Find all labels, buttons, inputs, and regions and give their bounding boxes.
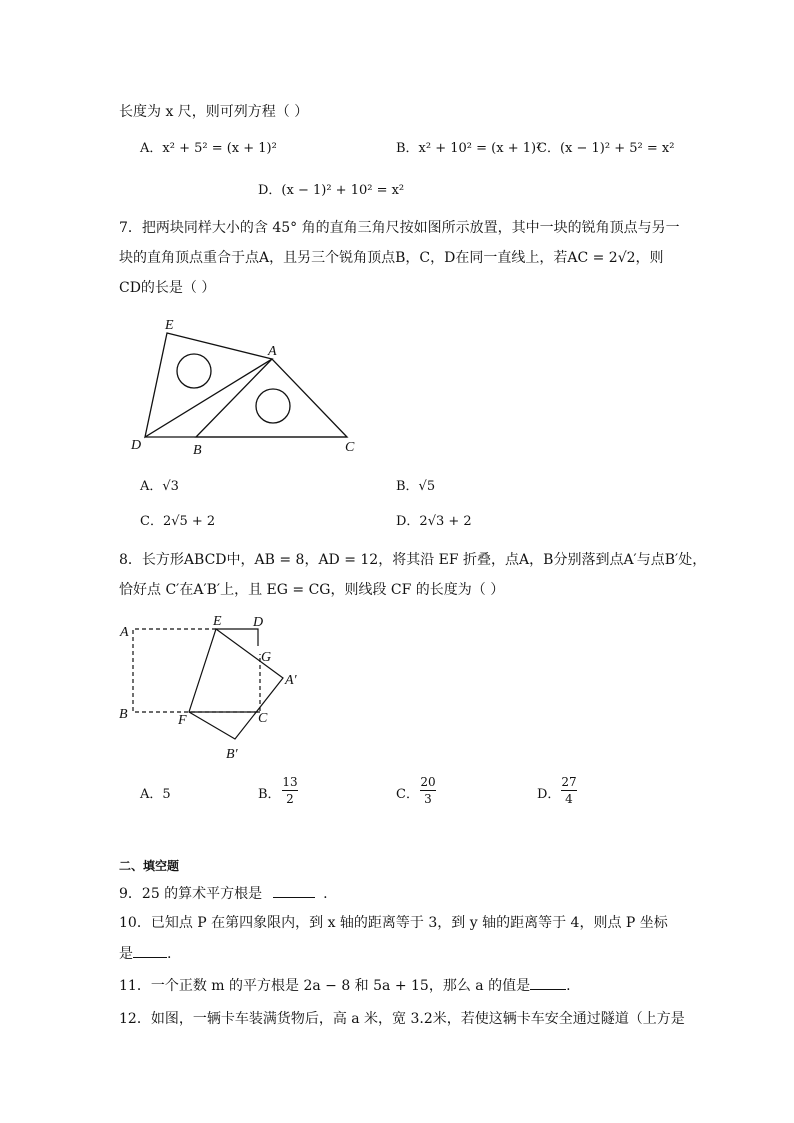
q10-text: 是 — [119, 946, 133, 962]
q7-stem-line3: CD的长是（ ） — [119, 280, 216, 296]
q8-option-d-denominator: 4 — [565, 792, 573, 806]
q8-option-d-prefix[interactable]: D． — [537, 787, 561, 802]
q8-stem-line1: 8．长方形ABCD中，AB = 8，AD = 12，将其沿 EF 折叠，点A，B分别落到点A′与点B′处， — [119, 552, 707, 568]
q7-option-d[interactable]: D．2√3 + 2 — [396, 514, 472, 529]
q10-stem-line2 — [119, 943, 171, 964]
q8-stem-line2: 恰好点 C′在A′B′上，且 EG = CG，则线段 CF 的长度为（ ） — [119, 582, 505, 598]
q8-folded-shape — [189, 629, 283, 739]
q6-stem-tail: 长度为 x 尺，则可列方程（ ） — [119, 104, 309, 120]
q10-answer-blank[interactable] — [133, 943, 167, 958]
q8-option-c-numerator: 20 — [420, 775, 436, 789]
q7-option-b[interactable]: B．√5 — [396, 479, 436, 494]
q8-dashed-rectangle — [133, 629, 260, 712]
q11-text: 11．一个正数 m 的平方根是 2a − 8 和 5a + 15，那么 a 的值是 — [119, 978, 531, 994]
q6-option-a[interactable]: A．x² + 5² = (x + 1)² — [140, 141, 277, 156]
q7-option-c[interactable]: C．2√5 + 2 — [140, 514, 216, 529]
q8-option-d-fraction[interactable] — [561, 775, 577, 806]
q6-option-b[interactable]: B．x² + 10² = (x + 1)² — [396, 141, 542, 156]
q8-option-b-prefix[interactable]: B． — [258, 787, 281, 802]
q8-option-c-fraction[interactable] — [420, 775, 436, 806]
q7-label-b: B — [193, 443, 202, 458]
q9-period: . — [323, 886, 328, 902]
q7-label-c: C — [345, 440, 355, 455]
q8-option-c-prefix[interactable]: C． — [396, 787, 419, 802]
q8-label-a: A — [120, 625, 129, 640]
q7-option-a[interactable]: A．√3 — [140, 479, 179, 494]
q11-answer-blank[interactable] — [530, 975, 566, 990]
q8-option-c-denominator: 3 — [424, 792, 432, 806]
q8-label-g: G — [261, 650, 272, 665]
q12-stem: 12．如图，一辆卡车装满货物后，高 a 米，宽 3.2米，若使这辆卡车安全通过隧道（上方是 — [119, 1011, 685, 1027]
q9-text: 9．25 的算术平方根是 — [119, 886, 263, 902]
q7-label-a: A — [268, 344, 277, 359]
q11-period: . — [566, 978, 571, 994]
q8-label-b: B — [119, 707, 128, 722]
q6-option-d[interactable]: D．(x − 1)² + 10² = x² — [258, 183, 405, 198]
q10-stem-line1: 10．已知点 P 在第四象限内，到 x 轴的距离等于 3，到 y 轴的距离等于 4，则点 P 坐标 — [119, 915, 668, 931]
q11-stem — [119, 975, 571, 996]
q8-option-b-numerator: 13 — [282, 775, 298, 789]
q8-option-b-denominator: 2 — [286, 792, 294, 806]
q8-label-b-prime: B′ — [226, 747, 238, 762]
q7-stem-line2: 块的直角顶点重合于点A，且另三个锐角顶点B，C，D在同一直线上，若AC = 2√2，则 — [119, 250, 664, 266]
q8-option-b-fraction[interactable] — [282, 775, 298, 806]
q10-period: . — [167, 946, 172, 962]
q9-stem — [119, 883, 328, 904]
q8-label-f: F — [178, 713, 187, 728]
q8-line-ed-dg — [216, 629, 258, 646]
q8-option-a[interactable]: A．5 — [140, 787, 171, 802]
q7-stem-line1: 7．把两块同样大小的含 45° 角的直角三角尺按如图所示放置，其中一块的锐角顶点与另一 — [119, 220, 680, 236]
q8-label-a-prime: A′ — [285, 673, 297, 688]
q8-label-c: C — [258, 711, 268, 726]
q7-label-e: E — [165, 318, 174, 333]
q9-answer-blank[interactable] — [273, 883, 315, 898]
q8-label-d: D — [253, 615, 264, 630]
section-title-fill-in: 二、填空题 — [119, 859, 180, 873]
q6-option-c[interactable]: C．(x − 1)² + 5² = x² — [537, 141, 675, 156]
q8-label-e: E — [213, 614, 222, 629]
q7-label-d: D — [131, 438, 142, 453]
q8-option-d-numerator: 27 — [561, 775, 577, 789]
